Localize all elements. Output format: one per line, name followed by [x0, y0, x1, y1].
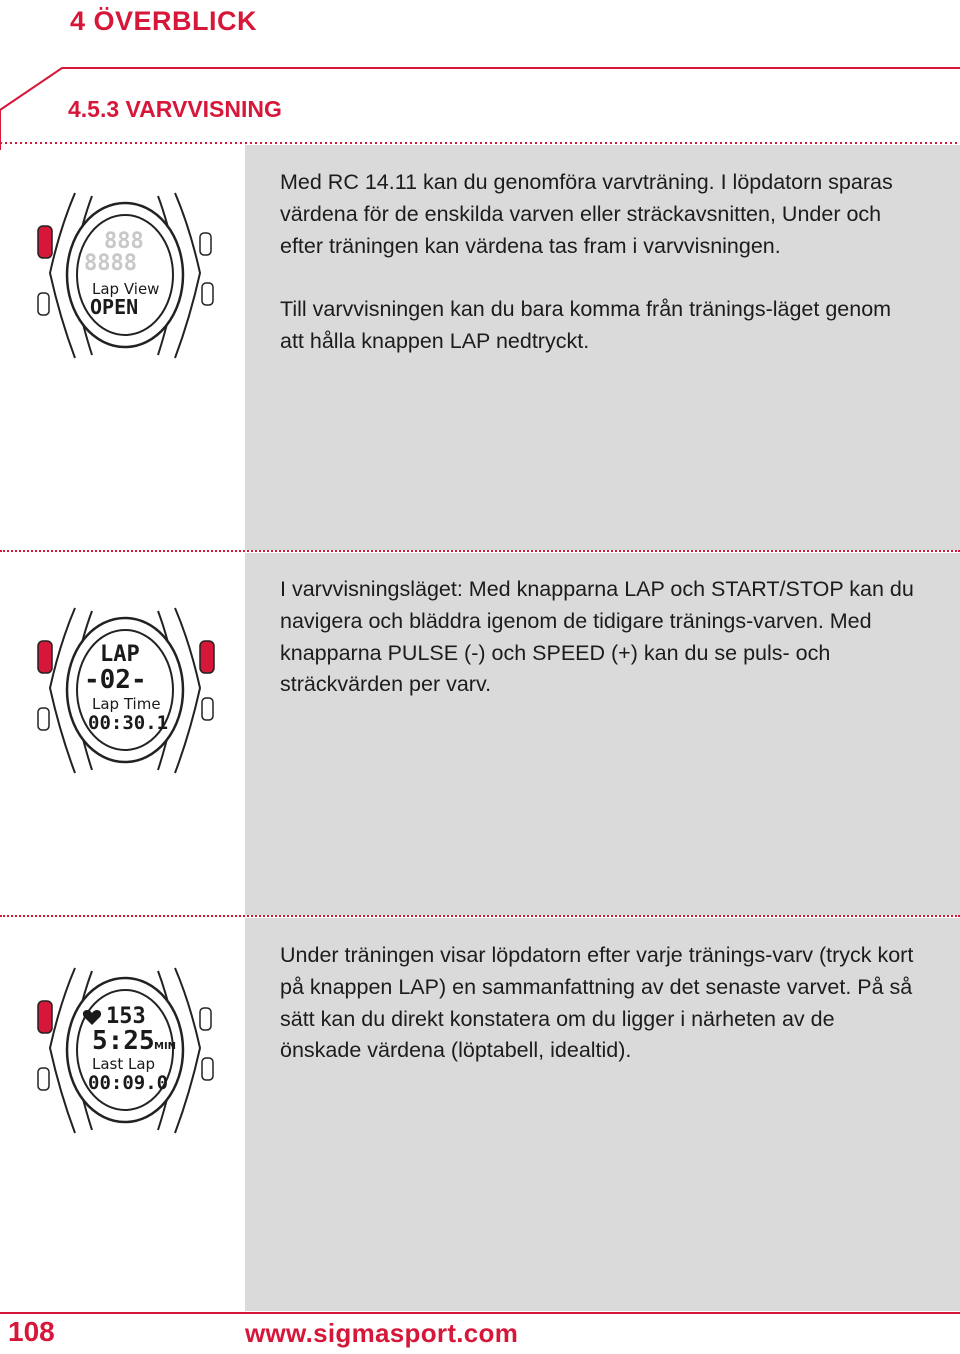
paragraph: Med RC 14.11 kan du genomföra varvträning. I löpdatorn sparas värdena för de enskilda varven eller sträckavsnitten, Under och efter träningen kan värdena tas fram i varvvisningen.: [280, 170, 893, 258]
lcd-line1: LAP: [100, 642, 140, 667]
svg-text:8888: 8888: [84, 251, 137, 276]
lcd-line1: 153: [106, 1004, 146, 1029]
lcd-value: 00:30.1: [88, 712, 169, 734]
page-number: 108: [8, 1316, 55, 1347]
watch-illustration-last-lap: [30, 963, 220, 1138]
lcd-line2: -02-: [84, 665, 147, 695]
paragraph: Till varvvisningen kan du bara komma från tränings-läget genom att hålla knappen LAP nedtryckt.: [280, 297, 892, 354]
block-2-text: [280, 574, 920, 701]
lcd-value: 00:09.0: [88, 1072, 169, 1094]
red-button-icon: [38, 226, 52, 258]
lcd-label: Lap Time: [92, 695, 161, 713]
lcd-value: OPEN: [90, 295, 139, 319]
footer-line: [0, 1312, 960, 1314]
separator: [0, 915, 960, 917]
red-button-icon: [38, 1001, 52, 1033]
svg-text:888: 888: [104, 229, 144, 254]
watch-illustration-lap-time: [30, 603, 220, 778]
lcd-label: Lap View: [92, 280, 160, 298]
watch-illustration-lap-view: [30, 188, 220, 363]
block-3-text: [280, 940, 920, 1067]
red-button-icon: [38, 641, 52, 673]
red-button-icon: [200, 641, 214, 673]
paragraph: I varvvisningsläget: Med knapparna LAP och START/STOP kan du navigera och bläddra igenom de tidigare tränings-varven. Med knapparna PULSE (-) och SPEED (+) kan du se puls- och sträckvärden per varv.: [280, 577, 914, 697]
lcd-label: Last Lap: [92, 1055, 156, 1073]
paragraph: Under träningen visar löpdatorn efter varje tränings-varv (tryck kort på knappen LAP) en sammanfattning av det senaste varvet. På så sätt kan du direkt konstatera om du ligger i närheten av de önskade värdena (löptabell, idealtid).: [280, 943, 914, 1063]
lcd-unit: MIN: [154, 1041, 177, 1052]
chapter-title: 4 ÖVERBLICK: [70, 6, 258, 36]
block-1-text: [280, 167, 920, 358]
footer-url-link[interactable]: www.sigmasport.com: [245, 1318, 519, 1348]
section-title: 4.5.3 VARVVISNING: [68, 96, 282, 122]
separator: [0, 550, 960, 552]
lcd-line2: 5:25: [92, 1026, 155, 1056]
